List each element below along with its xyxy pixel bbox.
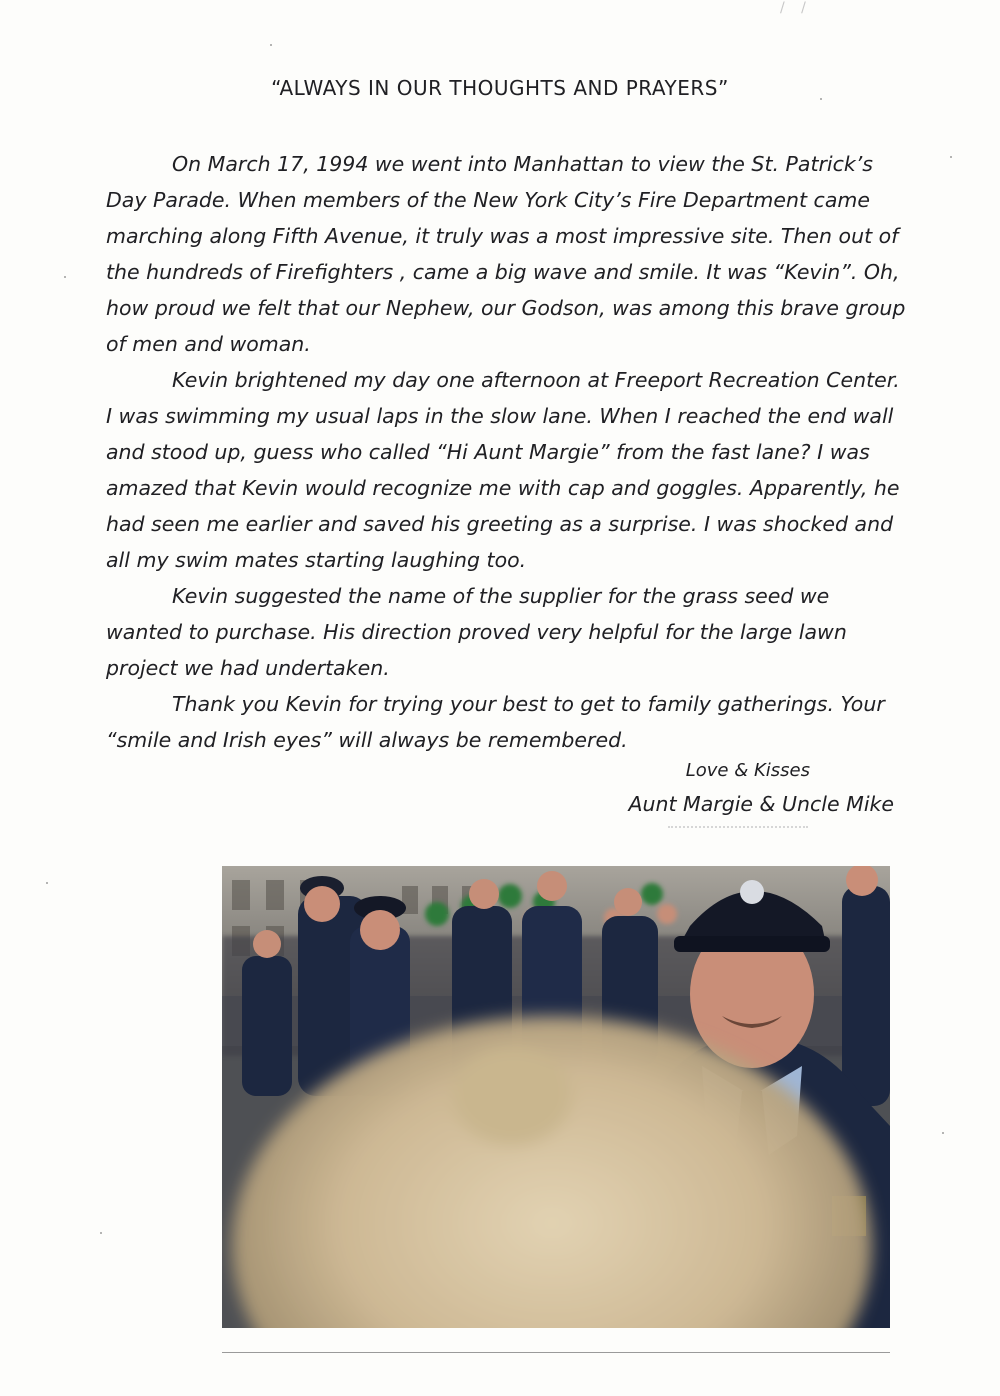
letter-signoff: [628, 756, 894, 822]
signature: Aunt Margie & Uncle Mike: [628, 792, 894, 816]
paragraph-swimming: Kevin brightened my day one afternoon at Freeport Recreation Center. I was swimming my usual laps in the slow lane. When I reached the end wall and stood up, guess who called “Hi Aunt Margie” from the fast lane? I was amazed that Kevin would recognize me with cap and goggles. Apparently, he had seen me earlier and saved his greeting as a surprise. I was shocked and all my swim mates starting laughing too.: [106, 368, 900, 572]
scan-speck: [46, 882, 48, 884]
letter-body: [106, 146, 906, 758]
bottom-rule: [222, 1352, 890, 1353]
scan-speck: [942, 1132, 944, 1134]
parade-photo-illustration: [222, 866, 890, 1328]
closing-line: Love & Kisses: [685, 760, 810, 781]
paragraph-thank-you: Thank you Kevin for trying your best to get to family gatherings. Your “smile and Irish eyes” will always be remembered.: [106, 692, 885, 752]
page-title: “ALWAYS IN OUR THOUGHTS AND PRAYERS”: [271, 76, 729, 100]
corner-pencil-mark: / /: [780, 0, 812, 16]
paragraph-grass-seed: Kevin suggested the name of the supplier for the grass seed we wanted to purchase. His direction proved very helpful for the large lawn project we had undertaken.: [106, 584, 847, 680]
paragraph-parade: On March 17, 1994 we went into Manhattan to view the St. Patrick’s Day Parade. When members of the New York City’s Fire Department came marching along Fifth Avenue, it truly was a most impressive site. Then out of the hundreds of Firefighters , came a big wave and smile. It was “Kevin”. Oh, how proud we felt that our Nephew, our Godson, was among this brave group of men and woman.: [106, 152, 906, 356]
scan-speck: [950, 156, 952, 158]
scan-speck: [270, 44, 272, 46]
scan-speck: [820, 98, 822, 100]
parade-photo: [222, 866, 890, 1328]
scan-speck: [100, 1232, 102, 1234]
scan-speck: [64, 276, 66, 278]
faint-dotted-line: [668, 826, 808, 830]
